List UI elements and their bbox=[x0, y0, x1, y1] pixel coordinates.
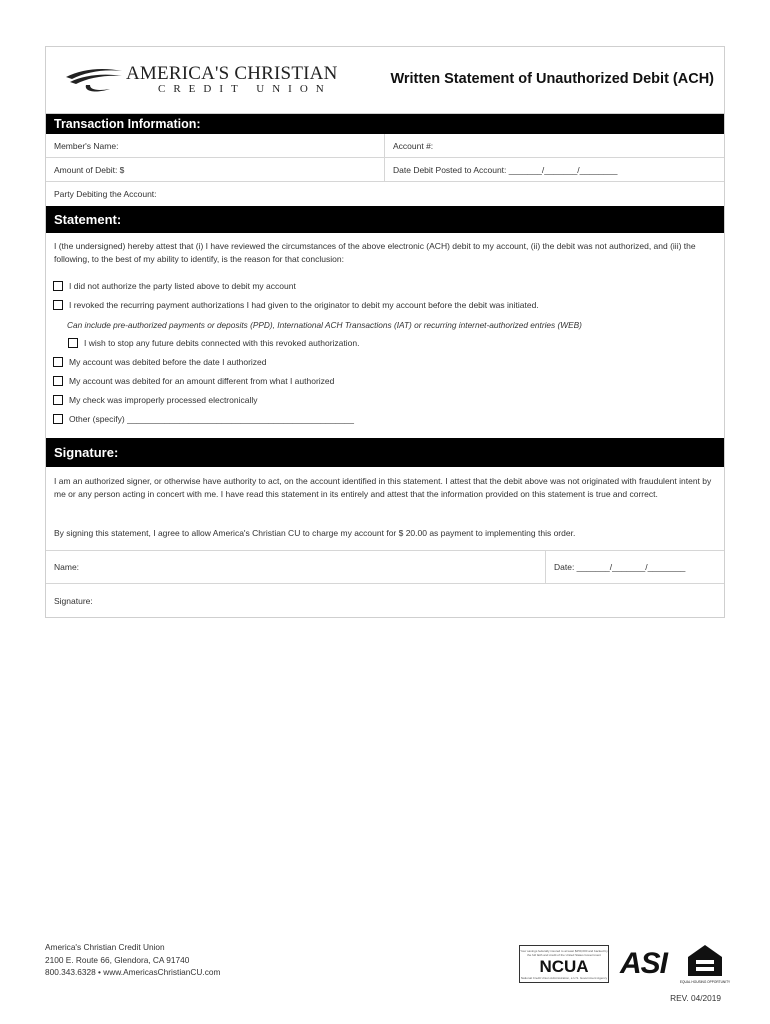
logo-name: AMERICA'S CHRISTIAN bbox=[126, 63, 338, 84]
footer-org-name: America's Christian Credit Union bbox=[45, 942, 165, 952]
account-number-field[interactable] bbox=[385, 134, 724, 157]
signature-row-2 bbox=[46, 584, 724, 618]
date-label: Date: _______/_______/________ bbox=[554, 562, 686, 572]
account-number-label: Account #: bbox=[393, 140, 434, 151]
swoosh-icon bbox=[64, 65, 124, 95]
transaction-row-2 bbox=[46, 158, 724, 182]
transaction-row-1 bbox=[46, 134, 724, 158]
date-posted-field[interactable] bbox=[385, 158, 724, 181]
credit-union-logo bbox=[64, 63, 338, 99]
checkbox[interactable] bbox=[53, 300, 63, 310]
option-check-improper[interactable] bbox=[53, 395, 258, 405]
option-label: I revoked the recurring payment authorizations I had given to the originator to debit my account before the debit was initiated. bbox=[69, 300, 539, 310]
option-revoked[interactable] bbox=[53, 300, 539, 310]
amount-field[interactable] bbox=[46, 158, 385, 181]
name-field[interactable] bbox=[46, 551, 546, 583]
logo-subtitle: CREDIT UNION bbox=[158, 83, 332, 95]
checkbox[interactable] bbox=[53, 376, 63, 386]
party-field[interactable] bbox=[46, 182, 157, 206]
signature-heading-text: Signature: bbox=[54, 445, 119, 460]
footer-street: 2100 E. Route 66, Glendora, CA 91740 bbox=[45, 954, 190, 965]
ach-form bbox=[45, 46, 725, 618]
transaction-heading-text: Transaction Information: bbox=[54, 117, 201, 131]
document-title: Written Statement of Unauthorized Debit (ACH) bbox=[390, 71, 714, 87]
form-header bbox=[46, 47, 724, 114]
date-field[interactable] bbox=[546, 551, 724, 583]
checkbox[interactable] bbox=[53, 414, 63, 424]
date-posted-label: Date Debit Posted to Account: _______/_______/________ bbox=[393, 164, 618, 175]
revision-label: REV. 04/2019 bbox=[670, 993, 721, 1003]
members-name-label: Member's Name: bbox=[54, 140, 119, 151]
statement-heading-text: Statement: bbox=[54, 212, 122, 227]
signature-field[interactable] bbox=[46, 584, 93, 618]
footer-contact: 800.343.6328 • www.AmericasChristianCU.com bbox=[45, 967, 221, 977]
option-label: I wish to stop any future debits connected with this revoked authorization. bbox=[84, 338, 360, 348]
ncua-top-text: Your savings federally insured to at least $250,000 and backed by the full faith and credit of the United States Government bbox=[520, 949, 608, 957]
option-debited-before[interactable] bbox=[53, 357, 267, 367]
checkbox[interactable] bbox=[68, 338, 78, 348]
revoked-note: Can include pre-authorized payments or deposits (PPD), International ACH Transactions (IAT) or recurring internet-authorized entries (WEB) bbox=[67, 320, 582, 330]
option-label: My account was debited for an amount different from what I authorized bbox=[69, 376, 335, 386]
signature-attestation: I am an authorized signer, or otherwise have authority to act, on the account identified in this statement. I attest that the debit above was not originated with fraudulent intent by me or any person acting in concert with me. I have read this statement in its entirely and attest that the information provided on this statement is true and correct. bbox=[54, 476, 712, 499]
option-label: My check was improperly processed electronically bbox=[69, 395, 258, 405]
signature-agreement: By signing this statement, I agree to allow America's Christian CU to charge my account for $ 20.00 as payment to implementing this order. bbox=[54, 528, 576, 538]
name-label: Name: bbox=[54, 562, 80, 572]
amount-label: Amount of Debit: $ bbox=[54, 164, 125, 175]
signature-label: Signature: bbox=[54, 596, 93, 606]
checkbox[interactable] bbox=[53, 395, 63, 405]
eho-label: EQUAL HOUSING OPPORTUNITY bbox=[679, 980, 731, 984]
checkbox[interactable] bbox=[53, 281, 63, 291]
option-label: My account was debited before the date I authorized bbox=[69, 357, 267, 367]
checkbox[interactable] bbox=[53, 357, 63, 367]
ncua-bottom-text: National Credit Union Administration, a U.S. Government Agency bbox=[520, 976, 608, 980]
option-stop-future[interactable] bbox=[68, 338, 359, 348]
transaction-heading bbox=[46, 114, 724, 134]
equal-housing-icon bbox=[679, 943, 731, 985]
party-label: Party Debiting the Account: bbox=[54, 189, 157, 199]
signature-heading bbox=[46, 438, 724, 467]
option-label: I did not authorize the party listed above to debit my account bbox=[69, 281, 296, 291]
statement-heading bbox=[46, 206, 724, 233]
members-name-field[interactable] bbox=[46, 134, 385, 157]
signature-row-1 bbox=[46, 550, 724, 584]
ncua-logo bbox=[519, 945, 609, 983]
footer-address bbox=[45, 941, 220, 979]
option-other[interactable] bbox=[53, 414, 354, 424]
ncua-text: NCUA bbox=[539, 957, 589, 976]
option-label: Other (specify) ________________________________________________ bbox=[69, 414, 355, 424]
transaction-row-3 bbox=[46, 182, 724, 206]
option-different-amount[interactable] bbox=[53, 376, 334, 386]
statement-intro: I (the undersigned) hereby attest that (i) I have reviewed the circumstances of the above electronic (ACH) debit to my account, (ii) the debit was not authorized, and (iii) the following, to the best of my ability to identify, is the reason for that conclusion: bbox=[54, 241, 696, 264]
asi-logo: ASI bbox=[620, 947, 668, 980]
option-not-authorized[interactable] bbox=[53, 281, 296, 291]
